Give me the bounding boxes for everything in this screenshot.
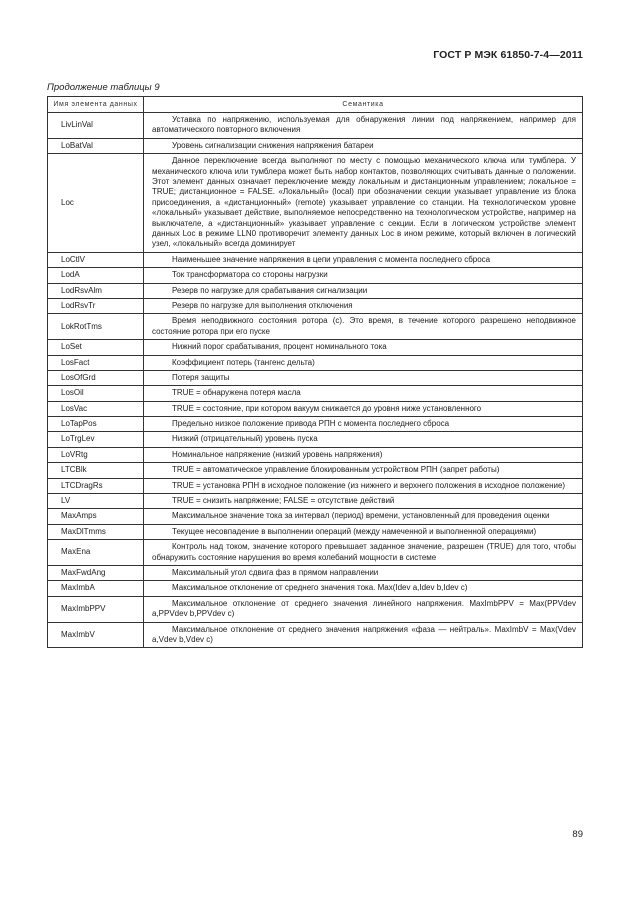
table-row	[48, 478, 583, 493]
data-element-name: MaxFwdAng	[48, 565, 144, 580]
data-element-cell	[144, 417, 583, 432]
table-row	[48, 524, 583, 539]
data-element-cell	[144, 386, 583, 401]
data-element-cell	[144, 401, 583, 416]
data-element-semantics: Контроль над током, значение которого превышает заданное значение, разрешен (TRUE) для того, чтобы обнаружить состояние нарушения во время колебаний мощности в системе	[152, 542, 576, 562]
data-element-cell	[144, 432, 583, 447]
data-element-cell	[144, 447, 583, 462]
data-element-cell	[144, 252, 583, 267]
column-header-name: Имя элемента данных	[48, 97, 144, 113]
data-element-semantics: Данное переключение всегда выполняют по месту с помощью механического ключа или тумблера. У механического ключа или тумблера может быть набор контактов, позволяющих считывать данные о положении. Этот элемент данных означает переключение между локальным и дистанционным управлением; локальное = TRUE; дистанционное = FALSE. «Локальный» (local) при обозначении секции указывает управление из блока присоединения, а «дистанционный» (remote) указывает управление со станции. На технологическом уровне «локальный» указывает действие, выполняемое непосредственно на технологическом устройстве, например на выключателе, а «дистанционный» указывает управление с секции. Если в логическом устройстве элемент данных Loc в режиме LLN0 противоречит элементу данных Loc в ином режиме, который включен в логический узел, «локальный» всегда доминирует	[152, 156, 576, 249]
data-element-name: LoTapPos	[48, 417, 144, 432]
data-element-cell	[144, 268, 583, 283]
data-element-cell	[144, 494, 583, 509]
data-element-name: LokRotTms	[48, 314, 144, 340]
data-element-cell	[144, 622, 583, 648]
data-element-semantics: Низкий (отрицательный) уровень пуска	[172, 434, 318, 444]
data-element-cell	[144, 565, 583, 580]
document-header: ГОСТ Р МЭК 61850-7-4—2011	[433, 49, 583, 61]
data-element-semantics: Максимальное значение тока за интервал (период) времени, установленный для проведения оценки	[172, 511, 550, 521]
data-element-name: LosFact	[48, 355, 144, 370]
table-row	[48, 581, 583, 596]
data-element-name: LoBatVal	[48, 138, 144, 153]
data-element-semantics: Максимальный угол сдвига фаз в прямом направлении	[172, 567, 379, 577]
data-element-semantics: Максимальное отклонение от среднего значения напряжения «фаза — нейтраль». MaxImbV = Max(Vdev a,Vdev b,Vdev c)	[152, 624, 576, 644]
data-element-name: LTCDragRs	[48, 478, 144, 493]
data-element-semantics: TRUE = установка РПН в исходное положение (из нижнего и верхнего положения в исходное положение)	[172, 480, 566, 490]
data-element-cell	[144, 113, 583, 139]
data-element-name: LosVac	[48, 401, 144, 416]
table-row	[48, 298, 583, 313]
data-element-cell	[144, 581, 583, 596]
table-row	[48, 463, 583, 478]
data-element-semantics: Потеря защиты	[172, 372, 230, 382]
table-row	[48, 314, 583, 340]
data-element-name: MaxDlTmms	[48, 524, 144, 539]
data-element-semantics: Наименьшее значение напряжения в цепи управления с момента последнего сброса	[172, 254, 491, 264]
data-element-name: LivLinVal	[48, 113, 144, 139]
data-element-semantics: Уставка по напряжению, используемая для обнаружения линии под напряжением, например для автоматического повторного включения	[152, 115, 576, 135]
data-element-cell	[144, 314, 583, 340]
table-row	[48, 370, 583, 385]
data-element-name: LosOfGrd	[48, 370, 144, 385]
data-element-semantics: Резерв по нагрузке для выполнения отключения	[172, 300, 353, 310]
data-element-name: LoTrgLev	[48, 432, 144, 447]
data-element-cell	[144, 463, 583, 478]
column-header-semantics: Семантика	[144, 97, 583, 113]
data-element-name: MaxImbPPV	[48, 596, 144, 622]
data-element-name: Loc	[48, 154, 144, 253]
data-element-cell	[144, 154, 583, 253]
data-element-cell	[144, 370, 583, 385]
table-row	[48, 386, 583, 401]
data-elements-table	[47, 96, 583, 648]
table-caption: Продолжение таблицы 9	[47, 82, 160, 93]
table-row	[48, 596, 583, 622]
data-element-cell	[144, 138, 583, 153]
data-element-cell	[144, 509, 583, 524]
table-row	[48, 268, 583, 283]
table-row	[48, 509, 583, 524]
table-row	[48, 113, 583, 139]
data-element-semantics: Коэффициент потерь (тангенс дельта)	[172, 357, 315, 367]
data-element-name: LodRsvAlm	[48, 283, 144, 298]
table-row	[48, 340, 583, 355]
data-element-name: LodRsvTr	[48, 298, 144, 313]
data-element-semantics: Нижний порог срабатывания, процент номинального тока	[172, 342, 387, 352]
data-element-cell	[144, 283, 583, 298]
data-element-semantics: Ток трансформатора со стороны нагрузки	[172, 270, 328, 280]
data-element-cell	[144, 540, 583, 566]
table-row	[48, 283, 583, 298]
data-element-semantics: Время неподвижного состояния ротора (с). Это время, в течение которого разрешено неподвижное состояние ротора при его пуске	[152, 316, 576, 336]
table-row	[48, 447, 583, 462]
data-element-name: MaxImbV	[48, 622, 144, 648]
data-element-name: MaxEna	[48, 540, 144, 566]
data-element-semantics: Текущее несовпадение в выполнении операций (между намеченной и выполненной операциями)	[172, 526, 537, 536]
data-element-name: LoVRtg	[48, 447, 144, 462]
table-row	[48, 401, 583, 416]
data-element-semantics: TRUE = снизить напряжение; FALSE = отсутствие действий	[172, 496, 395, 506]
data-element-cell	[144, 524, 583, 539]
table-row	[48, 355, 583, 370]
data-element-cell	[144, 596, 583, 622]
table-row	[48, 252, 583, 267]
table-row	[48, 565, 583, 580]
data-element-name: LV	[48, 494, 144, 509]
data-element-name: LoSet	[48, 340, 144, 355]
data-element-name: LosOil	[48, 386, 144, 401]
data-element-semantics: Уровень сигнализации снижения напряжения батареи	[172, 140, 374, 150]
data-element-semantics: TRUE = обнаружена потеря масла	[172, 388, 301, 398]
data-element-semantics: Предельно низкое положение привода РПН с момента последнего сброса	[172, 419, 450, 429]
data-element-cell	[144, 478, 583, 493]
data-element-semantics: Номинальное напряжение (низкий уровень напряжения)	[172, 449, 383, 459]
table-row	[48, 417, 583, 432]
data-element-semantics: TRUE = состояние, при котором вакуум снижается до уровня ниже установленного	[172, 403, 482, 413]
data-element-semantics: Максимальное отклонение от среднего значения линейного напряжения. MaxImbPPV = Max(PPVdev a,PPVdev b,PPVdev c)	[152, 598, 576, 619]
table-row	[48, 154, 583, 253]
data-element-semantics: TRUE = автоматическое управление блокированным устройством РПН (запрет работы)	[172, 465, 500, 475]
table-row	[48, 540, 583, 566]
data-element-semantics: Максимальное отклонение от среднего значения тока. Max(Idev a,Idev b,Idev c)	[172, 583, 468, 593]
data-element-name: LodA	[48, 268, 144, 283]
table-row	[48, 494, 583, 509]
data-element-name: MaxImbA	[48, 581, 144, 596]
page-number: 89	[572, 829, 583, 840]
data-element-cell	[144, 298, 583, 313]
data-element-name: LTCBlk	[48, 463, 144, 478]
data-element-name: LoCtlV	[48, 252, 144, 267]
data-element-cell	[144, 355, 583, 370]
table-row	[48, 622, 583, 648]
data-element-name: MaxAmps	[48, 509, 144, 524]
table-header-row	[48, 97, 583, 113]
table-row	[48, 432, 583, 447]
data-element-cell	[144, 340, 583, 355]
data-element-semantics: Резерв по нагрузке для срабатывания сигнализации	[172, 285, 368, 295]
table-row	[48, 138, 583, 153]
